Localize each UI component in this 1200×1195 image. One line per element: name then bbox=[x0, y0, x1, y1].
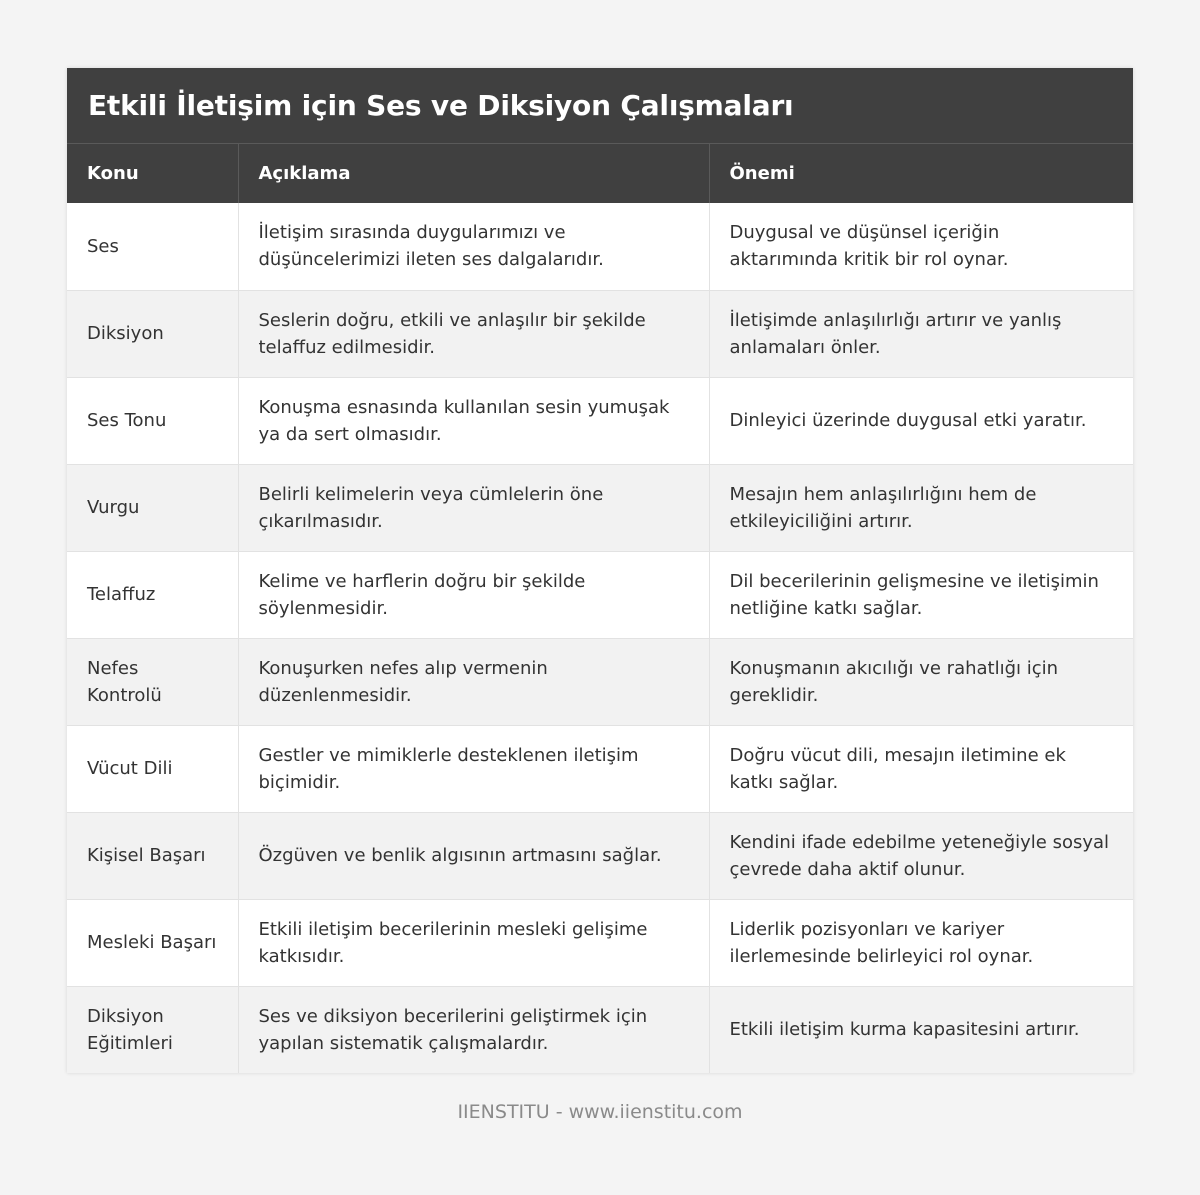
cell-aciklama: Konuşma esnasında kullanılan sesin yumuşak ya da sert olmasıdır. bbox=[238, 377, 709, 464]
content-table bbox=[67, 144, 1133, 1073]
table-row bbox=[67, 812, 1133, 899]
table-row bbox=[67, 464, 1133, 551]
cell-onemi: Liderlik pozisyonları ve kariyer ilerlemesinde belirleyici rol oynar. bbox=[709, 899, 1133, 986]
table-row bbox=[67, 290, 1133, 377]
table-row bbox=[67, 986, 1133, 1073]
cell-onemi: İletişimde anlaşılırlığı artırır ve yanlış anlamaları önler. bbox=[709, 290, 1133, 377]
page-title: Etkili İletişim için Ses ve Diksiyon Çalışmaları bbox=[88, 89, 794, 122]
cell-onemi: Dil becerilerinin gelişmesine ve iletişimin netliğine katkı sağlar. bbox=[709, 551, 1133, 638]
table-header-row bbox=[67, 144, 1133, 203]
cell-onemi: Dinleyici üzerinde duygusal etki yaratır. bbox=[709, 377, 1133, 464]
cell-onemi: Mesajın hem anlaşılırlığını hem de etkileyiciliğini artırır. bbox=[709, 464, 1133, 551]
cell-konu: Vücut Dili bbox=[67, 725, 238, 812]
table-row bbox=[67, 638, 1133, 725]
cell-aciklama: Kelime ve harflerin doğru bir şekilde söylenmesidir. bbox=[238, 551, 709, 638]
cell-onemi: Etkili iletişim kurma kapasitesini artırır. bbox=[709, 986, 1133, 1073]
cell-konu: Ses Tonu bbox=[67, 377, 238, 464]
cell-aciklama: Gestler ve mimiklerle desteklenen iletişim biçimidir. bbox=[238, 725, 709, 812]
cell-konu: Ses bbox=[67, 203, 238, 290]
table-row bbox=[67, 377, 1133, 464]
table-row bbox=[67, 899, 1133, 986]
column-header-onemi: Önemi bbox=[709, 144, 1133, 203]
cell-onemi: Kendini ifade edebilme yeteneğiyle sosyal çevrede daha aktif olunur. bbox=[709, 812, 1133, 899]
cell-onemi: Konuşmanın akıcılığı ve rahatlığı için gereklidir. bbox=[709, 638, 1133, 725]
title-bar bbox=[67, 68, 1133, 144]
column-header-konu: Konu bbox=[67, 144, 238, 203]
cell-konu: Telaffuz bbox=[67, 551, 238, 638]
cell-aciklama: Özgüven ve benlik algısının artmasını sağlar. bbox=[238, 812, 709, 899]
cell-konu: Vurgu bbox=[67, 464, 238, 551]
cell-konu: Diksiyon bbox=[67, 290, 238, 377]
table-row bbox=[67, 203, 1133, 290]
footer-credit: IIENSTITU - www.iienstitu.com bbox=[457, 1101, 743, 1123]
cell-konu: Mesleki Başarı bbox=[67, 899, 238, 986]
cell-konu: Diksiyon Eğitimleri bbox=[67, 986, 238, 1073]
table-row bbox=[67, 551, 1133, 638]
cell-onemi: Doğru vücut dili, mesajın iletimine ek katkı sağlar. bbox=[709, 725, 1133, 812]
column-header-aciklama: Açıklama bbox=[238, 144, 709, 203]
cell-konu: Nefes Kontrolü bbox=[67, 638, 238, 725]
cell-aciklama: Belirli kelimelerin veya cümlelerin öne çıkarılmasıdır. bbox=[238, 464, 709, 551]
cell-aciklama: İletişim sırasında duygularımızı ve düşüncelerimizi ileten ses dalgalarıdır. bbox=[238, 203, 709, 290]
cell-aciklama: Konuşurken nefes alıp vermenin düzenlenmesidir. bbox=[238, 638, 709, 725]
table-card bbox=[67, 68, 1133, 1073]
cell-aciklama: Ses ve diksiyon becerilerini geliştirmek için yapılan sistematik çalışmalardır. bbox=[238, 986, 709, 1073]
table-row bbox=[67, 725, 1133, 812]
cell-onemi: Duygusal ve düşünsel içeriğin aktarımında kritik bir rol oynar. bbox=[709, 203, 1133, 290]
cell-aciklama: Seslerin doğru, etkili ve anlaşılır bir şekilde telaffuz edilmesidir. bbox=[238, 290, 709, 377]
cell-aciklama: Etkili iletişim becerilerinin mesleki gelişime katkısıdır. bbox=[238, 899, 709, 986]
cell-konu: Kişisel Başarı bbox=[67, 812, 238, 899]
